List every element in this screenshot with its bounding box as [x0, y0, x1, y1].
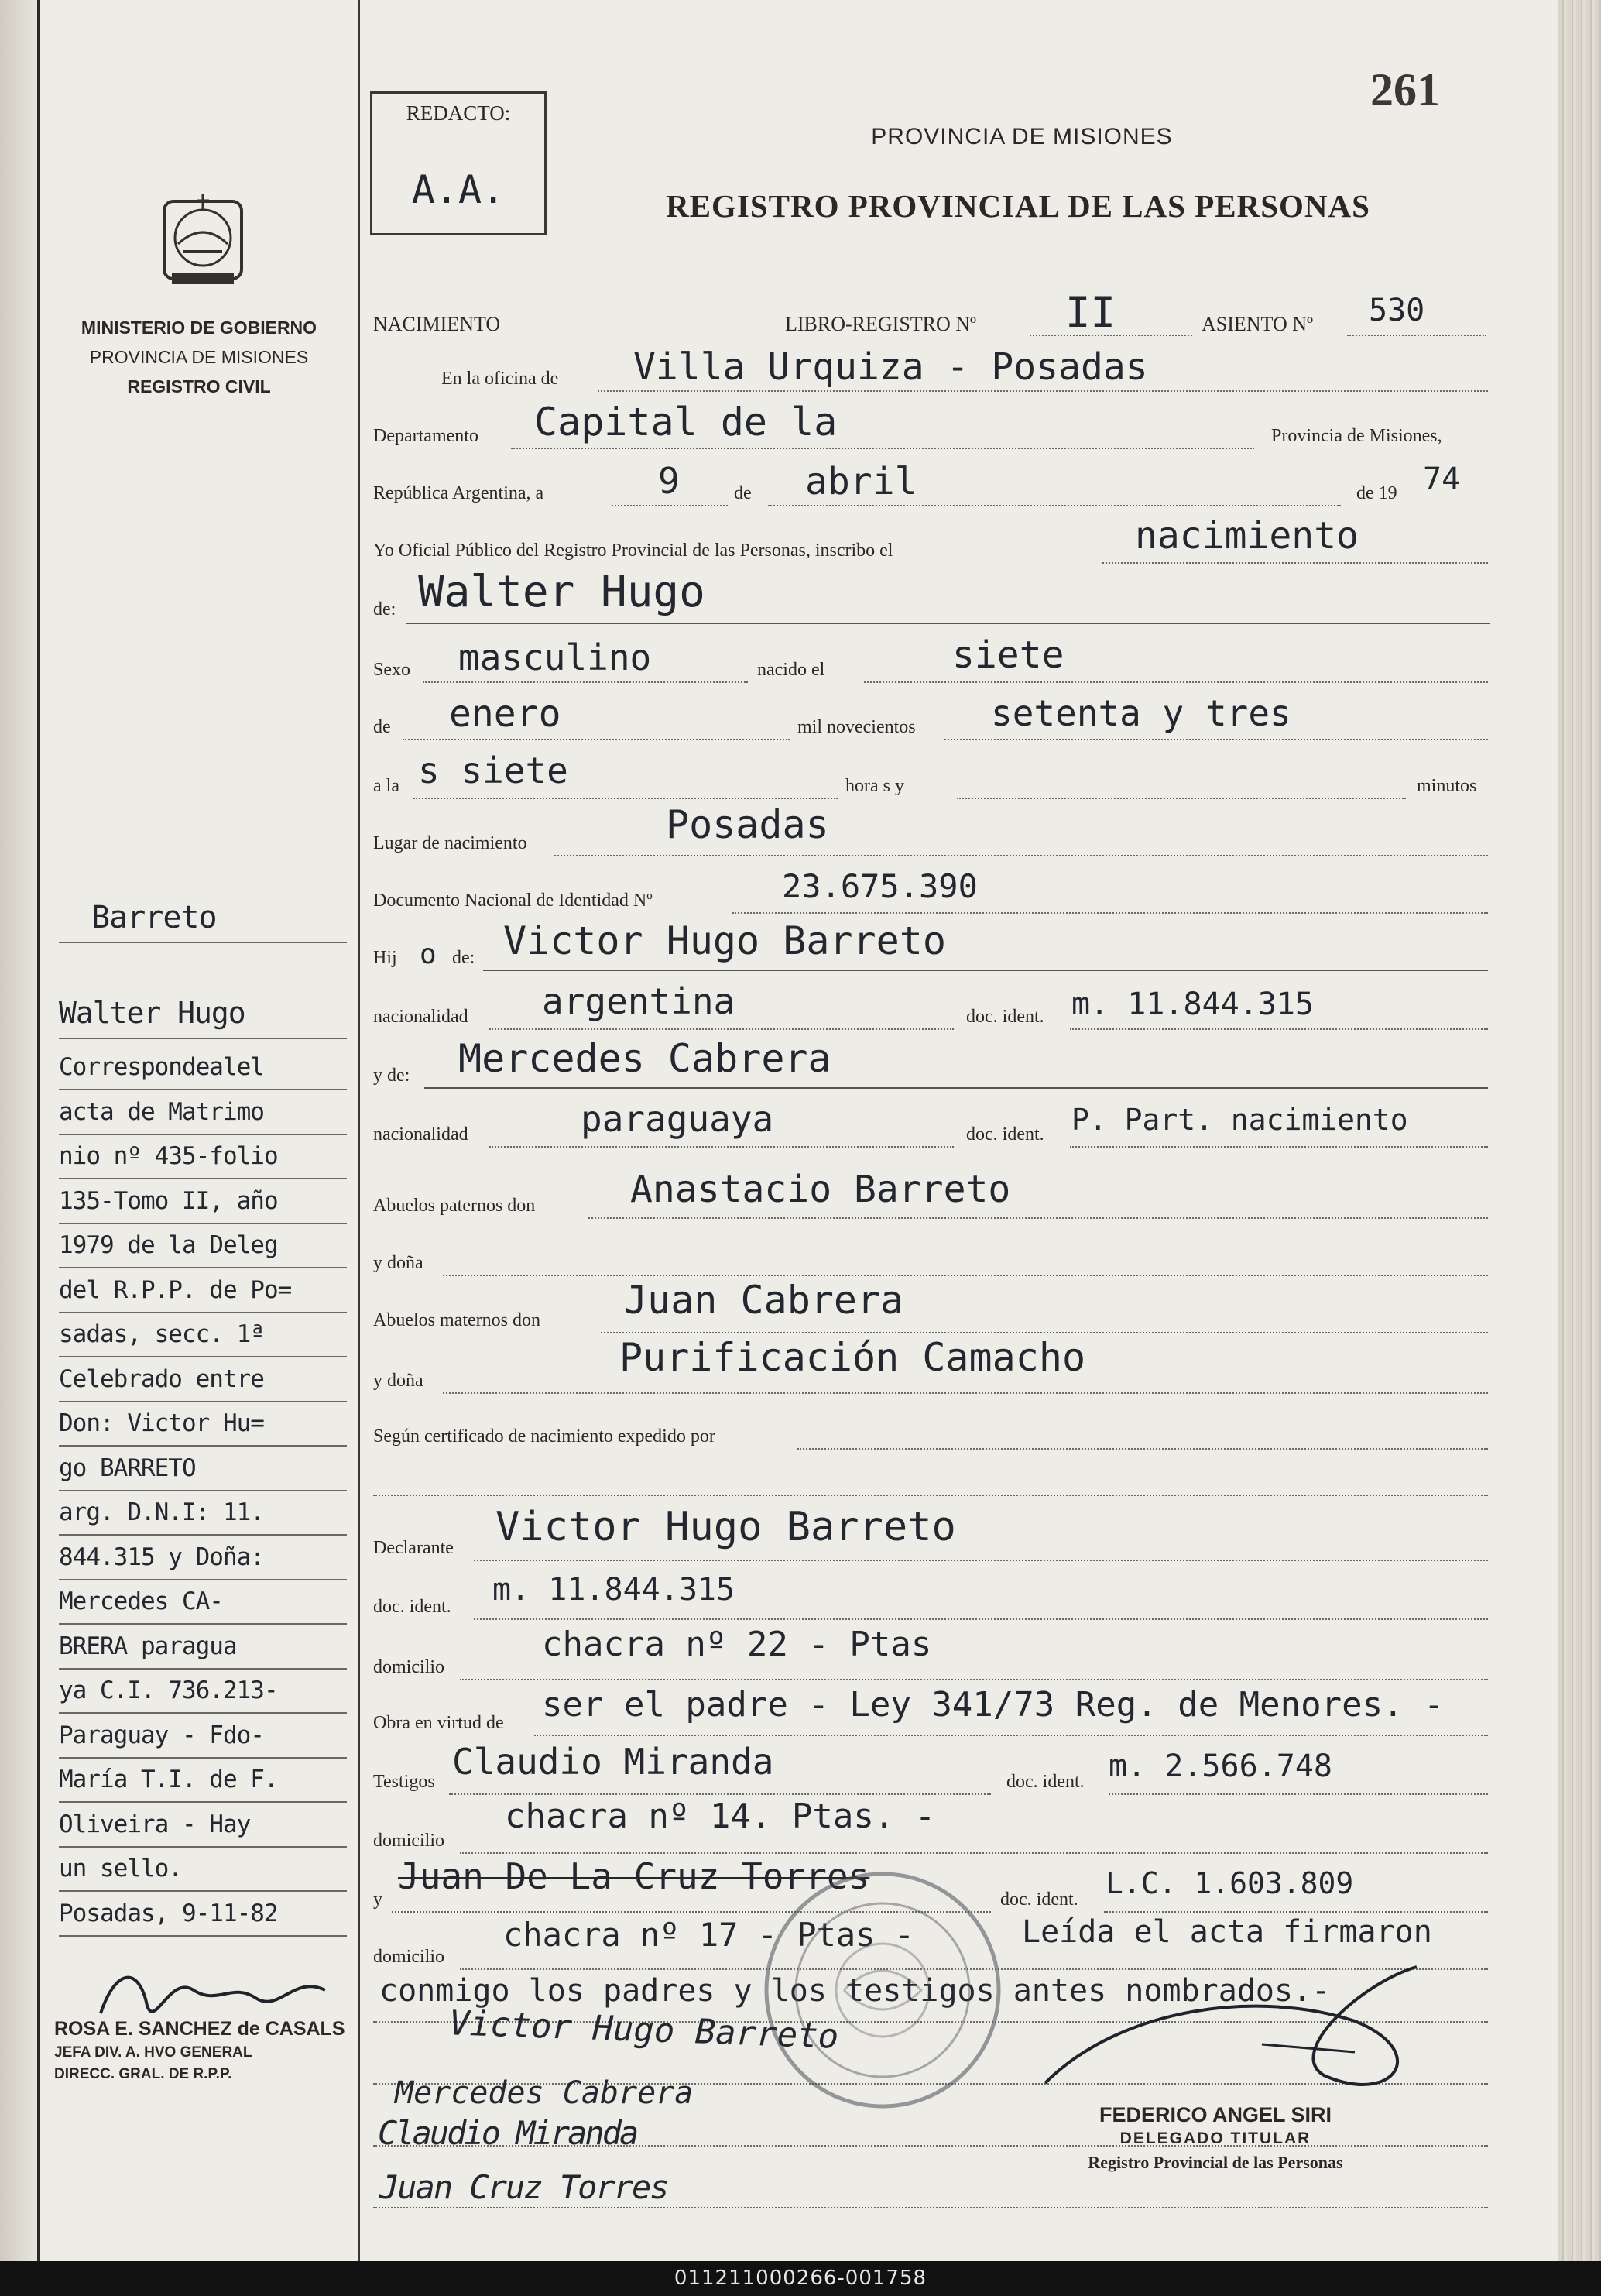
- madre-doc-label: doc. ident.: [966, 1124, 1044, 1145]
- year-label: de 19: [1356, 483, 1397, 503]
- asiento-line: [1347, 335, 1486, 336]
- abuelos-mat-label: Abuelos maternos don: [373, 1310, 540, 1330]
- conmigo-value: conmigo los padres y los testigos antes nombrados.-: [379, 1973, 1331, 2009]
- official-signature-icon: [1030, 1959, 1463, 2114]
- asiento-value: 530: [1369, 293, 1425, 328]
- segun-label: Según certificado de nacimiento expedido por: [373, 1426, 715, 1447]
- yde-label: y de:: [373, 1066, 410, 1086]
- oficina-value: Villa Urquiza - Posadas: [633, 345, 1148, 389]
- margin-note-rule: [59, 1534, 347, 1536]
- segun-line: [797, 1448, 1488, 1450]
- page-stack-edge: [1558, 0, 1601, 2261]
- ministry-registry: REGISTRO CIVIL: [127, 376, 271, 396]
- footer-id: 011211000266-001758: [674, 2267, 927, 2290]
- margin-note-line: 1979 de la Deleg: [59, 1231, 278, 1259]
- asiento-label: ASIENTO Nº: [1202, 313, 1314, 335]
- signature-line-3: [373, 2207, 1488, 2208]
- abuelos-pat-label: Abuelos paternos don: [373, 1196, 536, 1216]
- abuela-mat-line: [443, 1392, 1488, 1394]
- testigo1-doc-value: m. 2.566.748: [1109, 1749, 1332, 1784]
- margin-note-line: arg. D.N.I: 11.: [59, 1498, 264, 1526]
- hora-line: [413, 798, 838, 799]
- y-label: y: [373, 1889, 382, 1910]
- margin-note-line: Don: Victor Hu=: [59, 1409, 264, 1437]
- margin-note-line: 135-Tomo II, año: [59, 1186, 278, 1215]
- hijo-de-label: de:: [452, 948, 475, 968]
- padre-line: [483, 970, 1488, 971]
- margin-note-line: Celebrado entre: [59, 1364, 264, 1393]
- testigos-label: Testigos: [373, 1772, 435, 1792]
- mes-nac-value: enero: [449, 692, 561, 736]
- margin-note-rule: [59, 1445, 347, 1447]
- abuela-pat-line: [443, 1275, 1488, 1276]
- padre-doc-value: m. 11.844.315: [1071, 987, 1315, 1022]
- margin-note-rule: [59, 1846, 347, 1848]
- libro-value: II: [1065, 288, 1116, 337]
- redacto-initials: A.A.: [411, 167, 506, 212]
- hora-value: s siete: [418, 750, 568, 791]
- sexo-label: Sexo: [373, 660, 410, 680]
- margin-note-rule: [59, 1668, 347, 1670]
- testigo2-dom-label: domicilio: [373, 1947, 444, 1967]
- ministry-block: [40, 313, 358, 401]
- ydona-pat-label: y doña: [373, 1253, 423, 1273]
- margin-note-line: go BARRETO: [59, 1453, 196, 1482]
- madre-nac-label: nacionalidad: [373, 1124, 468, 1145]
- margin-note-rule: [59, 1267, 347, 1268]
- declarante-label: Declarante: [373, 1538, 454, 1558]
- oficina-label: En la oficina de: [441, 369, 559, 389]
- hijo-o: o: [420, 939, 437, 970]
- ministry-name: MINISTERIO DE GOBIERNO: [81, 317, 317, 338]
- official-round-stamp-icon: [751, 1858, 1014, 2122]
- day-value: 9: [658, 460, 680, 502]
- departamento-value: Capital de la: [534, 400, 838, 444]
- lugar-line: [554, 855, 1488, 856]
- de-label: de: [734, 483, 752, 503]
- margin-surname: Barreto: [91, 900, 217, 935]
- declarante-line: [474, 1560, 1488, 1561]
- testigo2-doc-line: [1104, 1911, 1488, 1913]
- nacido-value: siete: [952, 633, 1064, 677]
- leida-value: Leída el acta firmaron: [1022, 1914, 1432, 1950]
- ydona-mat-label: y doña: [373, 1371, 423, 1391]
- anio-nac-line: [944, 739, 1488, 740]
- testigo2-doc-label: doc. ident.: [1000, 1889, 1078, 1910]
- official-name: FEDERICO ANGEL SIRI: [1099, 2103, 1332, 2126]
- official-title: DELEGADO TITULAR: [1119, 2130, 1311, 2147]
- testigo2-doc-value: L.C. 1.603.809: [1106, 1866, 1354, 1900]
- previous-page-edge: [0, 0, 37, 2296]
- margin-note-line: Oliveira - Hay: [59, 1810, 251, 1838]
- margin-note-line: Paraguay - Fdo-: [59, 1721, 264, 1749]
- margin-rule-1: [59, 1038, 347, 1039]
- madre-line: [424, 1087, 1488, 1089]
- testigo1-dom-label: domicilio: [373, 1831, 444, 1851]
- margin-note-rule: [59, 1089, 347, 1090]
- padre-doc-line: [1070, 1028, 1488, 1030]
- margin-note-line: Mercedes CA-: [59, 1587, 223, 1615]
- nacido-label: nacido el: [757, 660, 825, 680]
- month-value: abril: [805, 460, 917, 503]
- margin-note-rule: [59, 1312, 347, 1313]
- provincia-label: Provincia de Misiones,: [1271, 426, 1442, 446]
- abuela-mat-value: Purificación Camacho: [619, 1335, 1086, 1380]
- abuelo-mat-value: Juan Cabrera: [624, 1278, 904, 1323]
- testigo2-dom-value: chacra nº 17 - Ptas -: [503, 1916, 915, 1954]
- decl-doc-line: [474, 1618, 1488, 1620]
- departamento-line: [511, 448, 1254, 449]
- margin-rule-0: [59, 942, 347, 943]
- margin-sig-name: ROSA E. SANCHEZ de CASALS: [54, 2018, 345, 2040]
- padre-nac-line: [489, 1028, 954, 1030]
- margin-note-line: un sello.: [59, 1855, 182, 1882]
- year-value: 74: [1423, 462, 1461, 497]
- testigo1-signature: Claudio Miranda: [378, 2114, 637, 2152]
- day-line: [612, 505, 728, 506]
- obra-label: Obra en virtud de: [373, 1713, 504, 1733]
- testigo1-dom-line: [460, 1852, 1488, 1854]
- testigo2-signature: Juan Cruz Torres: [379, 2168, 668, 2206]
- madre-doc-value: P. Part. nacimiento: [1071, 1103, 1408, 1137]
- inscribo-line: [1102, 562, 1488, 564]
- minutos-line: [957, 798, 1406, 799]
- madre-nac-line: [489, 1146, 954, 1148]
- decl-dom-value: chacra nº 22 - Ptas: [542, 1625, 932, 1664]
- hora-label: hora s y: [845, 776, 904, 796]
- redacto-box: [370, 91, 547, 235]
- margin-note-rule: [59, 1223, 347, 1224]
- redacto-label: REDACTO:: [406, 101, 511, 125]
- madre-value: Mercedes Cabrera: [458, 1036, 831, 1081]
- oficina-line: [598, 390, 1488, 392]
- testigo1-line: [449, 1793, 991, 1795]
- decl-doc-value: m. 11.844.315: [492, 1572, 735, 1608]
- dni-line: [732, 912, 1488, 914]
- registry-heading: REGISTRO PROVINCIAL DE LAS PERSONAS: [666, 188, 1370, 224]
- margin-note-line: del R.P.P. de Po=: [59, 1275, 292, 1304]
- margin-note-line: Posadas, 9-11-82: [59, 1899, 278, 1927]
- margin-note-line: BRERA paragua: [59, 1632, 237, 1660]
- margin-note-rule: [59, 1623, 347, 1625]
- margin-note-rule: [59, 1890, 347, 1892]
- margin-note-rule: [59, 1134, 347, 1135]
- margin-divider: [358, 0, 360, 2261]
- margin-note-rule: [59, 1490, 347, 1491]
- month-line: [768, 505, 1341, 506]
- margin-note-line: acta de Matrimo: [59, 1097, 264, 1126]
- ministry-province: PROVINCIA DE MISIONES: [89, 347, 309, 367]
- dni-label: Documento Nacional de Identidad Nº: [373, 891, 653, 911]
- abuelo-pat-value: Anastacio Barreto: [630, 1168, 1011, 1211]
- margin-sig-title: JEFA DIV. A. HVO GENERAL: [54, 2044, 252, 2061]
- oficial-label: Yo Oficial Público del Registro Provincial de las Personas, inscribo el: [373, 541, 893, 561]
- lugar-value: Posadas: [666, 802, 829, 847]
- margin-note-line: ya C.I. 736.213-: [59, 1677, 278, 1704]
- decl-dom-line: [460, 1679, 1488, 1680]
- margin-note-line: Correspondealel: [59, 1053, 264, 1081]
- padre-nac-label: nacionalidad: [373, 1007, 468, 1027]
- testigo2-value: Juan De La Cruz Torres: [398, 1855, 870, 1897]
- segun-line-2: [373, 1495, 1488, 1496]
- madre-signature: Mercedes Cabrera: [395, 2075, 694, 2111]
- anio-nac-value: setenta y tres: [991, 692, 1291, 734]
- margin-note-rule: [59, 1178, 347, 1179]
- province-heading: PROVINCIA DE MISIONES: [871, 124, 1173, 149]
- abuelo-pat-line: [588, 1217, 1488, 1219]
- margin-note-rule: [59, 1356, 347, 1357]
- obra-value: ser el padre - Ley 341/73 Reg. de Menores. -: [542, 1685, 1445, 1725]
- padre-signature: Victor Hugo Barreto: [448, 2003, 840, 2057]
- mes-nac-line: [403, 739, 790, 740]
- margin-note-line: 844.315 y Doña:: [59, 1543, 264, 1571]
- madre-nac-value: paraguaya: [581, 1098, 774, 1140]
- margin-note-line: nio nº 435-folio: [59, 1142, 278, 1170]
- abuelo-mat-line: [601, 1332, 1488, 1333]
- margin-note-rule: [59, 1712, 347, 1714]
- testigo1-doc-line: [1109, 1793, 1488, 1795]
- margin-note-line: sadas, secc. 1ª: [59, 1320, 264, 1348]
- dni-value: 23.675.390: [782, 867, 978, 905]
- province-seal-icon: [156, 190, 249, 290]
- nombre-line: [406, 623, 1490, 624]
- inscribo-value: nacimiento: [1135, 514, 1359, 558]
- margin-note-rule: [59, 1757, 347, 1759]
- decl-dom-label: domicilio: [373, 1657, 444, 1677]
- mil-label: mil novecientos: [797, 717, 916, 737]
- margin-given-name: Walter Hugo: [59, 996, 245, 1030]
- padre-doc-label: doc. ident.: [966, 1007, 1044, 1027]
- madre-doc-line: [1070, 1146, 1488, 1148]
- lugar-label: Lugar de nacimiento: [373, 833, 527, 853]
- declarante-value: Victor Hugo Barreto: [495, 1504, 956, 1550]
- obra-line: [534, 1735, 1488, 1736]
- hijo-label: Hij: [373, 948, 397, 968]
- padre-nac-value: argentina: [542, 980, 735, 1022]
- decl-doc-label: doc. ident.: [373, 1597, 451, 1617]
- nombre-value: Walter Hugo: [418, 567, 705, 617]
- margin-note-rule: [59, 1401, 347, 1402]
- margin-note-rule: [59, 1579, 347, 1580]
- padre-value: Victor Hugo Barreto: [503, 918, 946, 963]
- margin-note-line: María T.I. de F.: [59, 1766, 278, 1793]
- page-number: 261: [1370, 64, 1440, 115]
- sexo-line: [423, 681, 748, 683]
- ala-label: a la: [373, 776, 399, 796]
- testigo1-dom-value: chacra nº 14. Ptas. -: [505, 1797, 936, 1836]
- official-office: Registro Provincial de las Personas: [1088, 2153, 1343, 2172]
- minutos-label: minutos: [1417, 776, 1477, 796]
- republica-label: República Argentina, a: [373, 483, 544, 503]
- sexo-value: masculino: [458, 637, 652, 678]
- nacido-line: [864, 681, 1488, 683]
- de2-label: de:: [373, 599, 396, 619]
- margin-note-rule: [59, 1801, 347, 1803]
- departamento-label: Departamento: [373, 426, 478, 446]
- testigo1-doc-label: doc. ident.: [1006, 1772, 1085, 1792]
- margin-sig-dept: DIRECC. GRAL. DE R.P.P.: [54, 2066, 232, 2082]
- act-type-label: NACIMIENTO: [373, 313, 501, 335]
- libro-label: LIBRO-REGISTRO Nº: [785, 313, 977, 335]
- margin-note-rule: [59, 1935, 347, 1937]
- testigo1-value: Claudio Miranda: [452, 1741, 774, 1783]
- de3-label: de: [373, 717, 391, 737]
